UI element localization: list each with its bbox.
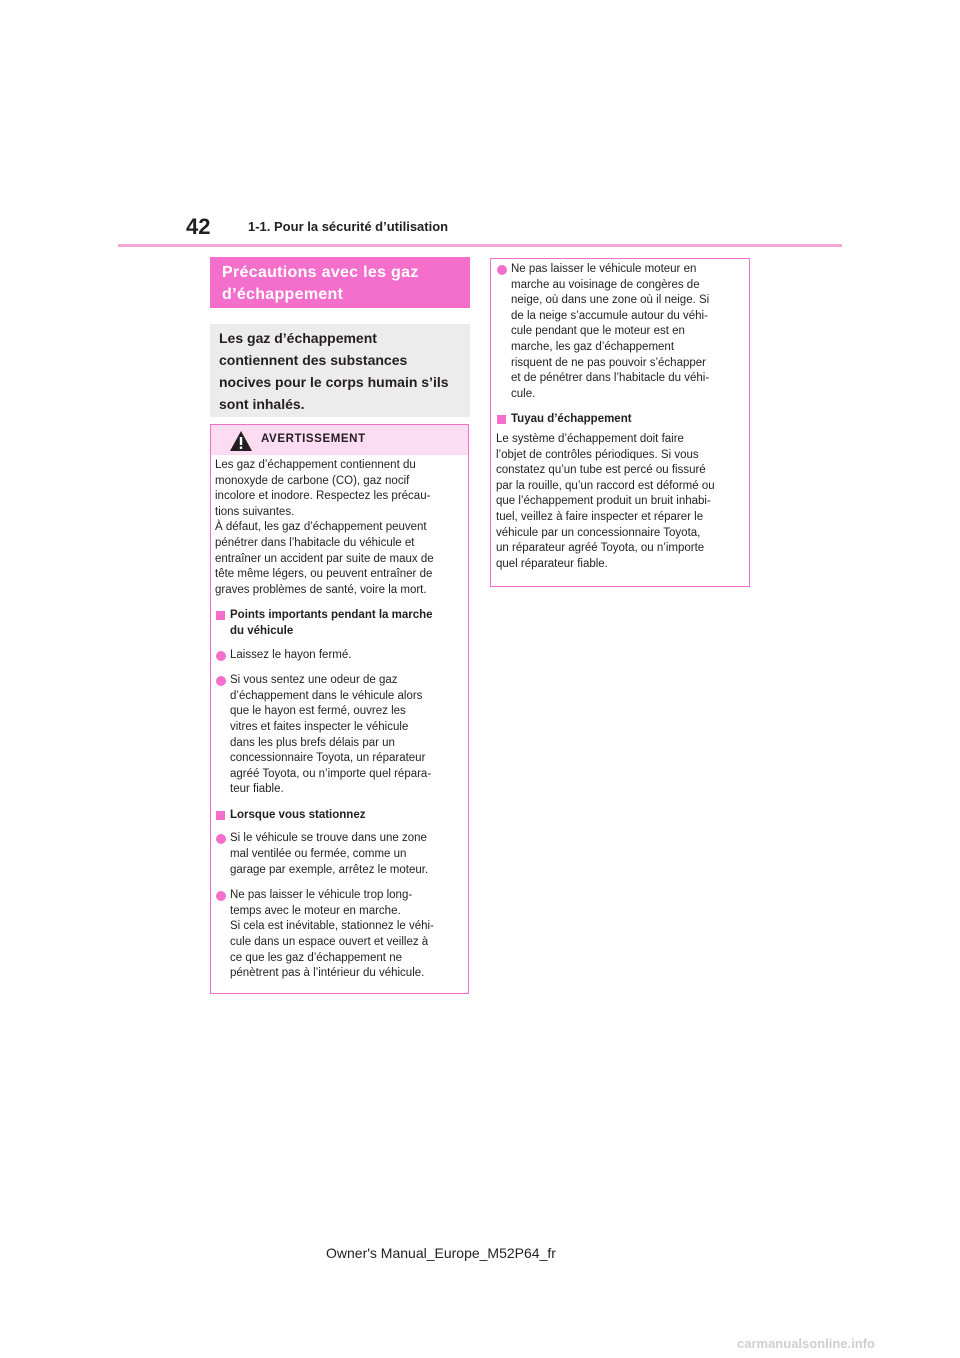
list-item [215,648,460,664]
warning-intro [215,458,460,598]
warning-line: graves problèmes de santé, voire la mort. [215,583,427,596]
watermark: carmanualsonline.info [737,1336,875,1351]
subheading-line: Tuyau d’échappement [511,413,632,426]
intro-line-3: nocives pour le corps humain s’ils [219,374,449,390]
list-item-line: mal ventilée ou fermée, comme un [230,848,407,861]
list-item-line: teur fiable. [230,783,284,796]
subheading-line: Points importants pendant la marche [230,609,433,622]
section-heading-line-2: d’échappement [222,286,344,303]
subheading-line: Lorsque vous stationnez [230,808,366,821]
subheading-parking [215,808,460,824]
list-item-line: Laissez le hayon fermé. [230,648,352,661]
warning-body [211,455,468,982]
section-title: 1-1. Pour la sécurité d’utilisation [248,219,449,234]
list-item-line: d’échappement dans le véhicule alors [230,689,423,702]
warning-continuation-box [490,258,750,587]
paragraph-line: un réparateur agréé Toyota, ou n’importe [496,542,705,555]
list-item-line: de la neige s’accumule autour du véhi- [511,309,708,322]
list-item-line: dans les plus brefs délais par un [230,736,395,749]
list-item-line: et de pénétrer dans l’habitacle du véhi- [511,372,710,385]
section-heading-line-1: Précautions avec les gaz [222,264,419,281]
warning-line: À défaut, les gaz d’échappement peuvent [215,521,427,534]
warning-box [210,424,469,994]
list-item-line: marche au voisinage de congères de [511,278,700,291]
list-item-line: risquent de ne pas pouvoir s’échapper [511,356,706,369]
warning-line: tions suivantes. [215,505,295,518]
square-bullet-icon [497,415,506,424]
warning-header [211,425,468,455]
circle-bullet-icon [216,834,226,844]
footer-manual-id: Owner's Manual_Europe_M52P64_fr [326,1245,556,1261]
circle-bullet-icon [497,265,507,275]
circle-bullet-icon [216,676,226,686]
circle-bullet-icon [216,651,226,661]
paragraph-line: par la rouille, qu’un raccord est déformé ou [496,479,715,492]
list-item-line: cule. [511,387,536,400]
paragraph-line: l’objet de contrôles périodiques. Si vous [496,448,699,461]
paragraph-line: tuel, veillez à faire inspecter et réparer le [496,510,704,523]
subheading-line: du véhicule [230,624,294,637]
header-rule [118,244,842,247]
warning-triangle-icon [229,430,253,452]
warning-line: incolore et inodore. Respectez les précau- [215,490,431,503]
list-item-line: Si le véhicule se trouve dans une zone [230,832,427,845]
list-item-line: Ne pas laisser le véhicule moteur en [511,263,697,275]
list-item-line: Si cela est inévitable, stationnez le véhi- [230,920,434,933]
list-item [215,673,460,798]
intro-line-1: Les gaz d’échappement [219,330,377,346]
list-item [496,262,739,402]
intro-line-2: contiennent des substances [219,352,408,368]
page-number: 42 [186,214,211,239]
list-item-line: vitres et faites inspecter le véhicule [230,720,409,733]
list-item-line: neige, où dans une zone où il neige. Si [511,294,710,307]
list-item-line: que le hayon est fermé, ouvrez les [230,705,406,718]
warning-line: pénétrer dans l’habitacle du véhicule et [215,536,415,549]
paragraph-line: Le système d’échappement doit faire [496,432,684,445]
list-item-line: marche, les gaz d’échappement [511,340,675,353]
subheading-driving [215,608,460,639]
subheading-exhaust-pipe [496,412,739,428]
list-item-line: concessionnaire Toyota, un réparateur [230,752,426,765]
list-item [215,831,460,878]
list-item [215,888,460,982]
paragraph-line: constatez qu’un tube est percé ou fissuré [496,464,706,477]
square-bullet-icon [216,811,225,820]
paragraph-line: quel réparateur fiable. [496,557,608,570]
list-item-line: Si vous sentez une odeur de gaz [230,674,398,687]
warning-line: entraîner un accident par suite de maux de [215,552,434,565]
circle-bullet-icon [216,891,226,901]
list-item-line: garage par exemple, arrêtez le moteur. [230,863,429,876]
square-bullet-icon [216,611,225,620]
section-heading-box [210,257,470,308]
exhaust-paragraph [496,432,739,572]
intro-box [210,324,470,417]
paragraph-line: que l’échappement produit un bruit inhabi- [496,495,711,508]
list-item-line: pénètrent pas à l’intérieur du véhicule. [230,967,425,980]
warning-line: monoxyde de carbone (CO), gaz nocif [215,474,410,487]
list-item-line: cule pendant que le moteur est en [511,325,685,338]
list-item-line: Ne pas laisser le véhicule trop long- [230,889,413,902]
list-item-line: cule dans un espace ouvert et veillez à [230,936,429,949]
list-item-line: agréé Toyota, ou n’importe quel répara- [230,767,432,780]
warning-line: Les gaz d’échappement contiennent du [215,459,416,471]
intro-line-4: sont inhalés. [219,396,305,412]
paragraph-line: véhicule par un concessionnaire Toyota, [496,526,701,539]
list-item-line: ce que les gaz d’échappement ne [230,951,402,964]
warning-title: AVERTISSEMENT [261,433,366,445]
list-item-line: temps avec le moteur en marche. [230,904,401,917]
warning-line: tête même légers, ou peuvent entraîner de [215,568,433,581]
